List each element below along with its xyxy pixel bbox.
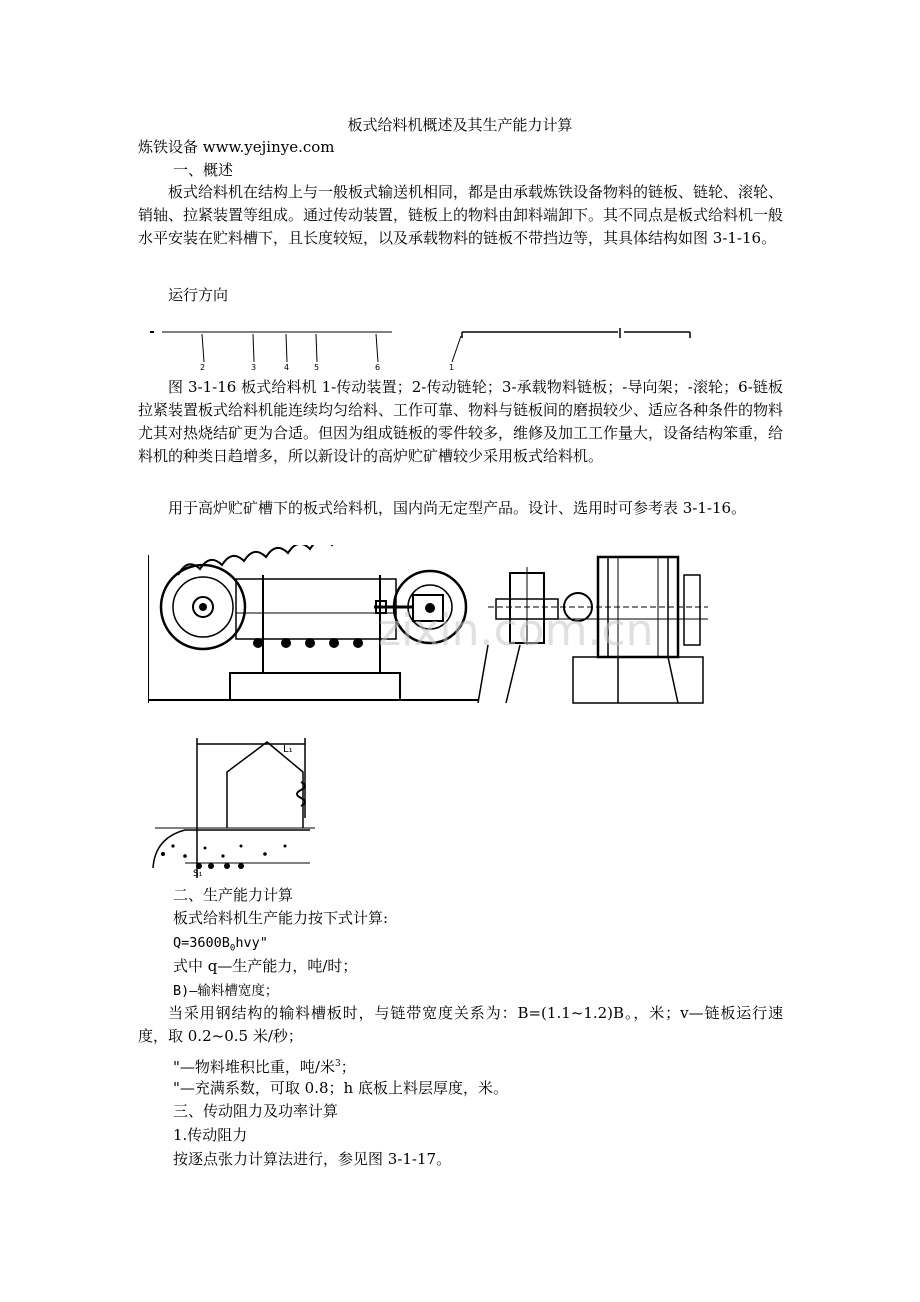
fig1-label-6: 6 [375, 363, 381, 372]
subsection-drive-resistance: 1.传动阻力 [173, 1126, 248, 1144]
fig3-label-l1: L₁ [283, 744, 293, 755]
page-title: 板式给料机概述及其生产能力计算 [347, 116, 573, 134]
resistance-method-text: 按逐点张力计算法进行，参见图 3-1-17。 [173, 1150, 452, 1168]
fig1-label-1: 1 [449, 363, 455, 372]
formula-main: Q=3600B [173, 935, 230, 951]
where-b: B)—输料槽宽度； [173, 983, 279, 999]
fig1-label-4: 4 [284, 363, 290, 372]
section-heading-capacity: 二、生产能力计算 [173, 886, 294, 904]
source-line: 炼铁设备 www.yejinye.com [138, 138, 335, 156]
fig1-label-5: 5 [314, 363, 320, 372]
section-heading-overview: 一、概述 [173, 161, 234, 179]
where-q: 式中 q—生产能力，吨/时； [173, 957, 358, 975]
fig1-label-3: 3 [251, 363, 257, 372]
watermark-text: zixin.com.cn [378, 605, 654, 656]
feeder-drawing [148, 545, 708, 707]
where-density [173, 1053, 356, 1078]
figure-3-1-16-sketch [140, 322, 700, 372]
fig1-label-2: 2 [200, 363, 206, 372]
section-heading-resistance: 三、传动阻力及功率计算 [173, 1102, 339, 1120]
run-direction-label: 运行方向 [168, 286, 229, 304]
where-steel-paragraph: 当采用钢结构的输料槽板时，与链带宽度关系为：B=(1.1~1.2)B。，米；v—链板运行速度，取 0.2~0.5 米/秒； [138, 1004, 783, 1045]
formula-tail: hvy" [235, 935, 268, 951]
formula-subscript: 0 [229, 943, 236, 954]
capacity-intro: 板式给料机生产能力按下式计算: [173, 909, 389, 927]
density-end: ； [340, 1058, 356, 1076]
table-reference-paragraph: 用于高炉贮矿槽下的板式给料机，国内尚无定型产品。设计、选用时可参考表 3-1-16。 [168, 499, 747, 517]
overview-paragraph: 板式给料机在结构上与一般板式输送机相同，都是由承载炼铁设备物料的链板、链轮、滚轮、销轴、拉紧装置等组成。通过传动装置，链板上的物料由卸料端卸下。其不同点是板式给料机一般水平安装在贮料槽下，且长度较短，以及承载物料的链板不带挡边等，其具体结构如图 3-1-16。 [138, 183, 784, 247]
density-sup: 3 [334, 1059, 341, 1069]
density-text: "—物料堆积比重，吨/米 [173, 1058, 335, 1076]
fig3-label-s1: S₁ [193, 869, 203, 878]
figure-caption-paragraph: 图 3-1-16 板式给料机 1-传动装置；2-传动链轮；3-承载物料链板；-导向架；-滚轮；6-链板拉紧装置板式给料机能连续均匀给料、工作可靠、物料与链板间的磨损较少、适应各种条件的物料尤其对热烧结矿更为合适。但因为组成链板的零件较多，维修及加工工作量大，设备结构笨重，给料机的种类日趋增多，所以新设计的高炉贮矿槽较少采用板式给料机。 [138, 378, 784, 465]
where-fill: "—充满系数，可取 0.8；h 底板上料层厚度，米。 [173, 1079, 508, 1097]
hopper-drawing [145, 738, 325, 878]
